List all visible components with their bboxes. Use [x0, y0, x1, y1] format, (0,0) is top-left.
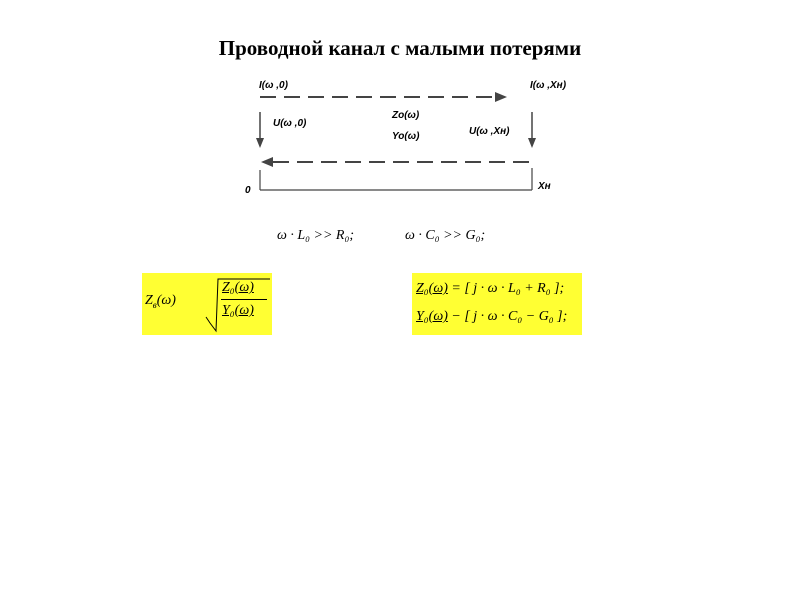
- voltage-end-arrow: [528, 138, 536, 148]
- voltage-start-arrow: [256, 138, 264, 148]
- fraction-bar: [221, 299, 267, 300]
- formula-y0-rhs: − [ j · ω · C₀ − G₀ ];: [451, 309, 568, 324]
- condition-inductive: ω · L₀ >> R₀;: [277, 228, 355, 243]
- formula-line-parameters: [412, 273, 582, 335]
- label-u-end: U(ω ,Xн): [469, 126, 510, 137]
- label-zero: 0: [245, 185, 251, 196]
- current-arrow-head: [495, 92, 507, 102]
- label-u-start: U(ω ,0): [273, 118, 307, 129]
- condition-capacitive: ω · C₀ >> G₀;: [405, 228, 486, 243]
- formula-lhs-sub: в: [152, 299, 157, 310]
- formula-denominator: Y₀(ω): [222, 303, 254, 318]
- transmission-line-diagram: [225, 68, 585, 198]
- label-i-start: I(ω ,0): [259, 80, 288, 91]
- page-title: Проводной канал с малыми потерями: [218, 36, 582, 60]
- formula-y0: Y₀(ω): [416, 309, 448, 324]
- formula-wave-impedance: [142, 273, 272, 335]
- label-yo: Yo(ω): [392, 131, 420, 142]
- return-arrow-head: [261, 157, 273, 167]
- formula-z0: Z₀(ω): [416, 281, 448, 296]
- label-zo: Zo(ω): [392, 110, 420, 121]
- formula-numerator: Z₀(ω): [222, 280, 254, 295]
- formula-lhs-arg: (ω): [156, 293, 176, 308]
- label-xn: Xн: [538, 181, 551, 192]
- formula-z0-rhs: = [ j · ω · L₀ + R₀ ];: [451, 281, 565, 296]
- label-i-end: I(ω ,Xн): [530, 80, 567, 91]
- formula-lhs: Z: [145, 293, 153, 308]
